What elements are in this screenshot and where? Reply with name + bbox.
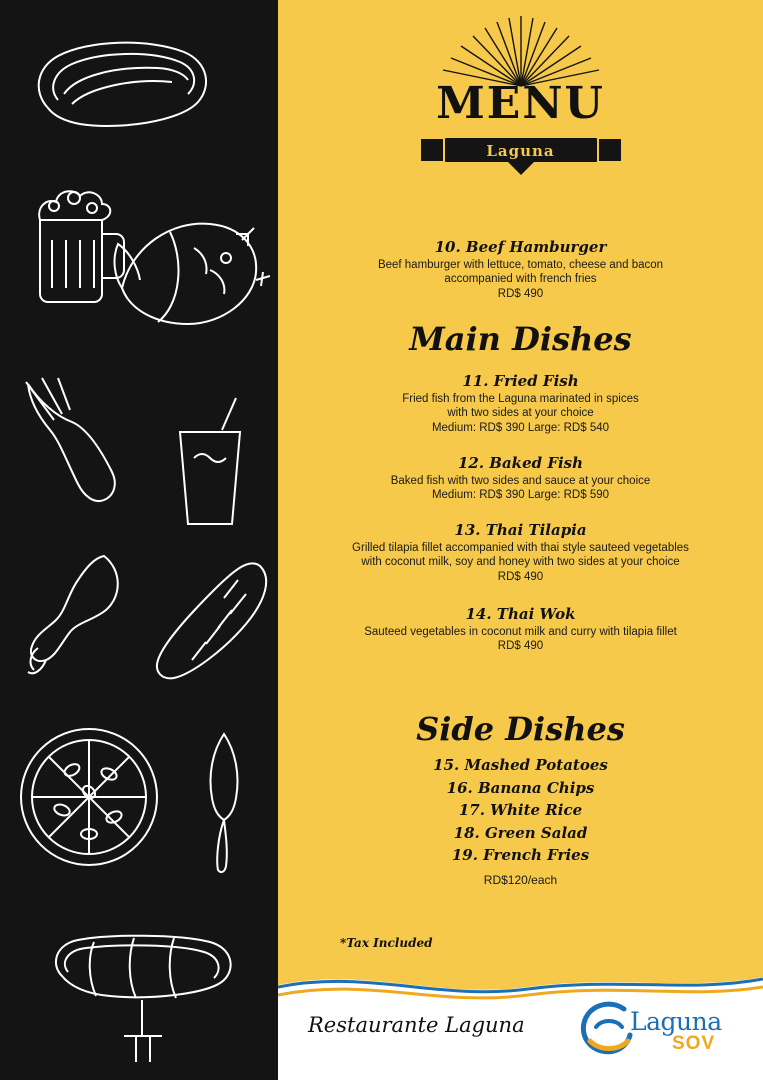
logo-subtext: SOV [672,1033,716,1054]
sausage-fork-icon [38,920,248,1070]
menu-item-price: RD$ 490 [497,287,544,300]
list-item: 17. White Rice [458,801,583,819]
section-title-main-dishes: Main Dishes [409,320,632,358]
logo-swirl-icon [576,997,636,1059]
menu-item-desc-1: Fried fish from the Laguna marinated in spices [402,393,639,405]
fork-icon [16,372,126,522]
menu-item-price: Medium: RD$ 390 Large: RD$ 540 [431,421,610,434]
logo [576,997,741,1063]
fish-icon [110,196,270,346]
menu-item-desc-1: Beef hamburger with lettuce, tomato, cheese and bacon [377,259,664,271]
list-item: 19. French Fries [451,846,590,864]
bread-baguette-icon [150,552,278,692]
hot-dog-icon [28,30,218,140]
menu-item-desc-1: Sauteed vegetables in coconut milk and curry with tilapia fillet [364,625,677,638]
menu-content [278,0,763,1080]
side-dishes-list [278,754,763,887]
menu-item-desc-1: Baked fish with two sides and sauce at your choice [390,474,651,487]
menu-item-name: 11. Fried Fish [462,372,579,390]
restaurant-name: Restaurante Laguna [308,1013,525,1037]
pizza-icon [14,722,164,872]
menu-item-desc-2: with two sides at your choice [447,407,594,420]
menu-item-desc-1: Grilled tilapia fillet accompanied with thai style sauteed vegetables [352,542,689,554]
menu-item-price: RD$ 490 [497,570,544,583]
menu-item [278,238,763,302]
menu-item-price: RD$ 490 [497,640,544,653]
list-item: 18. Green Salad [453,823,588,842]
main-dishes-section [278,310,763,668]
menu-header [278,8,763,170]
section-title-side-dishes: Side Dishes [416,710,625,748]
page-title: MENU [436,78,605,129]
ribbon [421,134,621,170]
menu-item-name: 13. Thai Tilapia [454,521,587,539]
ribbon-notch [507,161,535,175]
chicken-leg-icon [26,540,136,690]
menu-item [278,605,763,654]
menu-item-name: 12. Baked Fish [457,453,584,472]
menu-item-name: 10. Beef Hamburger [434,238,607,256]
side-dishes-price: RD$120/each [483,872,558,887]
ribbon-label: Laguna [443,136,599,164]
menu-item-name: 14. Thai Wok [465,604,576,623]
footer [278,965,763,1080]
knife-icon [190,728,260,878]
list-item: 15. Mashed Potatoes [433,756,608,774]
menu-item [278,372,763,436]
sunburst-icon [431,8,611,88]
menu-item-desc-2: with coconut milk, soy and honey with two sides at your choice [361,556,680,569]
menu-item [278,454,763,503]
illustration-panel [0,0,278,1080]
menu-item [278,521,763,585]
drink-glass-icon [160,396,260,536]
side-dishes-section [278,700,763,887]
menu-item-desc-2: accompanied with french fries [444,273,597,286]
tax-note: *Tax Included [340,936,433,950]
menu-item-price: Medium: RD$ 390 Large: RD$ 590 [431,489,610,502]
logo-text: Laguna [630,1007,722,1036]
list-item: 16. Banana Chips [446,778,595,797]
